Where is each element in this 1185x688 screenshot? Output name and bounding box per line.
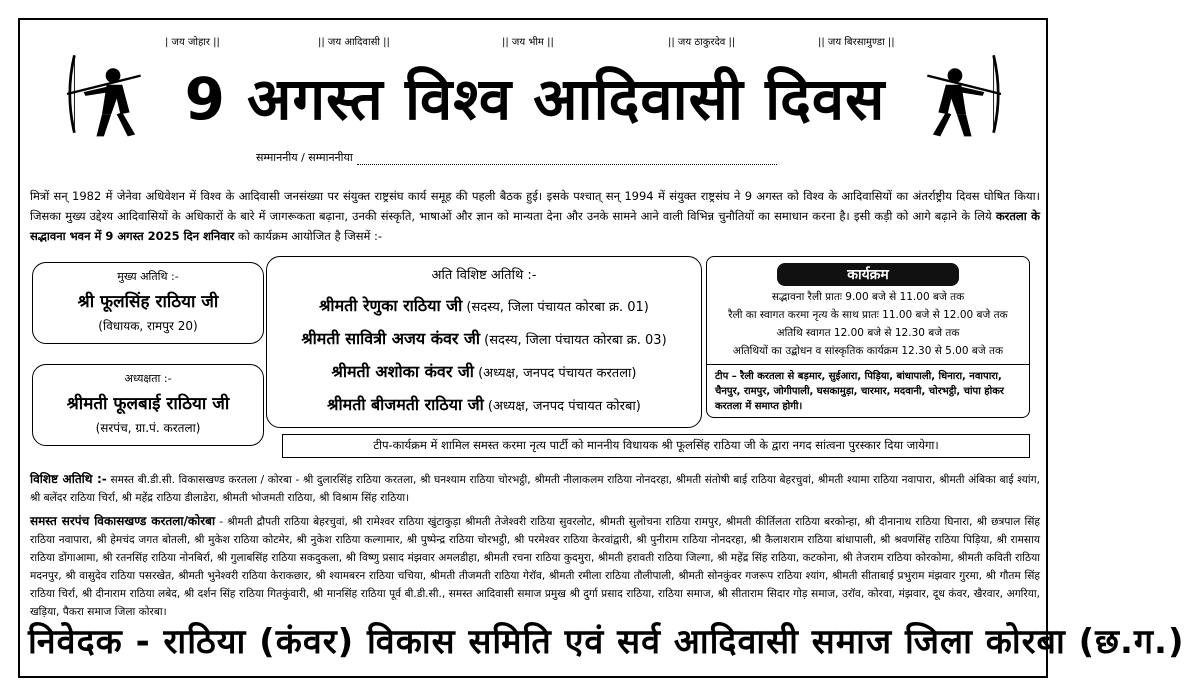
intro-text-end: को कार्यक्रम आयोजित है जिसमें :- — [238, 229, 383, 243]
intro-text: मित्रों सन् 1982 में जेनेवा अधिवेशन में विश्व के आदिवासी जनसंख्या पर संयुक्त राष्ट्रसंघ कार्य समूह की पहली बैठक हुई। इसके पश्चात् सन् 1994 में संयुक्त राष्ट्रसंघ ने 9 अगस्त को विश्व के आदिवासियों का अंतर्राष्ट्रीय दिवस घोषित किया। जिसका मुख्य उद्देश्य आदिवासियों के अधिकारों के बारे में जागरूकता बढ़ाना, उनकी संस्कृति, भाषाओं और ज्ञान को मान्यता देना और उनके सामने आने वाली विभिन्न चुनौतियों का समाधान करना है। इसी कड़ी को आगे बढ़ाने के लिये — [30, 189, 1040, 223]
program-line: अतिथि स्वागत 12.00 बजे से 12.30 बजे तक — [776, 327, 960, 339]
sarpanch-paragraph — [30, 512, 1040, 621]
program-heading: कार्यक्रम — [777, 263, 959, 286]
sarpanch-text: - श्रीमती द्रौपती राठिया बेहरचुवां, श्री रामेश्वर राठिया खुंटाकुड़ा श्रीमती तेजेश्वरी राठिया सुवरलोट, श्रीमती सुलोचना राठिया रामपुर, श्रीमती कीर्तिलता राठिया बरकोन्हा, श्री दीनानाथ राठिया घिनारा, श्री छत्रपाल सिंह राठिया नवापारा, श्री हेमचंद जगत बोतली, श्री मुकेश राठिया कोटमेर, श्री नुकेश राठिया कल्गामार, श्री पुष्पेन्द्र राठिया चोरभट्ठी, श्री परमेश्वर राठिया केरवांद्वारी, श्री पुनीराम राठिया नोनदरहा, श्री कैलाशराम राठिया बांधापाली, श्री श्रवणसिंह राठिया पिड़िया, श्री रामसाय राठिया डोंगाआमा, श्री रतनसिंह राठिया नोनबिर्रा, श्री गुलाबसिंह राठिया सकदुकला, श्री विष्णु प्रसाद मंझवार अमलडीहा, श्रीमती रचना राठिया कुदमुरा, श्रीमती हरावती राठिया जिल्गा, श्री महेंद्र सिंह राठिया, कटकोना, श्री तेजराम राठिया कोरकोमा, श्रीमती कविती राठिया मदनपुर, श्री वासुदेव राठिया पसरखेत, श्रीमती भुनेश्वरी राठिया केराकछार, श्री श्यामबरन राठिया चचिया, श्रीमती तीजमती राठिया गेरॉव, श्रीमती रमीला राठिया तौलीपाली, श्रीमती सोनकुंवर गजरूप राठिया श्यांग, श्रीमती सीताबाई प्रभुराम मंझवार गुरमा, श्री गौतम सिंह राठिया चिर्रा, श्री दीनाराम राठिया लबेद, श्री दर्शन सिंह राठिया गितकुंवारी, श्री मानसिंह राठिया पूर्व बी.डी.सी., समस्त आदिवासी समाज प्रमुख श्री दुर्गा प्रसाद राठिया, राठिया समाज, श्री सीताराम सिदार गोड़ समाज, उरॉव, कोरवा, मंझवार, दूध कंवर, खैरवार, अगरिया, खड़िया, पैकरा समाज जिला कोरबा। — [30, 516, 1040, 618]
slogan-row — [0, 34, 1068, 50]
vip-guest-role: (सदस्य, जिला पंचायत कोरबा क्र. 01) — [466, 300, 649, 315]
sarpanch-label: समस्त सरपंच विकासखण्ड करतला/कोरबा — [30, 514, 216, 528]
vip-guest-role: (अध्यक्ष, जनपद पंचायत करतला) — [478, 366, 637, 381]
page-title: 9 अगस्त विश्व आदिवासी दिवस — [184, 65, 886, 133]
vip-guest — [267, 327, 701, 349]
special-guests-text: समस्त बी.डी.सी. विकासखण्ड करतला / कोरबा - श्री दुलारसिंह राठिया करतला, श्री घनश्याम राठिया चोरभट्ठी, श्रीमती नीलाकलम राठिया नोनदरहा, श्रीमती संतोषी बाई राठिया बेहरचुवां, श्रीमती श्यामा राठिया नवापारा, श्रीमती अंबिका बाई श्यांग, श्री बलेंदर राठिया चिर्रा, श्री महेंद्र राठिया डीलाडेरा, श्रीमती भोजमती राठिया, श्री विश्राम सिंह राठिया। — [30, 474, 1040, 504]
special-guests-label: विशिष्ट अतिथि :- — [30, 472, 107, 486]
vip-guest — [267, 360, 701, 382]
footer-organizer: निवेदक - राठिया (कंवर) विकास समिति एवं सर्व आदिवासी समाज जिला कोरबा (छ.ग.) — [28, 622, 1185, 662]
vip-guest-name: श्रीमती अशोका कंवर जी — [331, 362, 474, 381]
presidency-name: श्रीमती फूलबाई राठिया जी — [66, 394, 230, 414]
slogan: || जय आदिवासी || — [318, 37, 390, 48]
vip-guests-box — [266, 256, 702, 428]
presidency-role: (सरपंच, ग्रा.पं. करतला) — [95, 421, 201, 435]
intro-highlight: करतला के सद्भावना भवन में 9 अगस्त 2025 दिन शनिवार — [30, 209, 1040, 243]
vip-heading: अति विशिष्ट अतिथि :- — [431, 268, 537, 283]
program-line: रैली का स्वागत करमा नृत्य के साथ प्रातः 11.00 बजे से 12.00 बजे तक — [728, 309, 1008, 321]
intro-paragraph — [30, 186, 1040, 246]
slogan: || जय बिरसामुण्डा || — [818, 37, 895, 48]
rally-route-note: टीप – रैली करतला से बड़मार, सुईआरा, पिड़िया, बांधापाली, धिनारा, नवापारा, चैनपुर, रामपुर, जोगीपाली, घसकामुड़ा, चारमार, मदवानी, चोरभट्ठी, चांपा होकर करतला में समाप्त होगी। — [715, 371, 1004, 412]
program-box — [706, 256, 1030, 418]
vip-guest-name: श्रीमती सावित्री अजय कंवर जी — [301, 329, 481, 348]
vip-guest — [267, 294, 701, 316]
chief-guest-name: श्री फूलसिंह राठिया जी — [77, 292, 219, 312]
vip-guest-role: (अध्यक्ष, जनपद पंचायत कोरबा) — [487, 399, 641, 414]
chief-guest-label: मुख्य अतिथि :- — [117, 270, 179, 283]
salutation-dots — [357, 164, 777, 165]
salutation-line — [256, 150, 836, 165]
slogan: || जय ठाकुरदेव || — [668, 37, 736, 48]
slogan: || जय भीम || — [502, 37, 554, 48]
archer-icon — [56, 48, 148, 140]
archer-icon — [920, 48, 1012, 140]
chief-guest-role: (विधायक, रामपुर 20) — [98, 319, 198, 333]
vip-guest-name: श्रीमती बीजमती राठिया जी — [327, 395, 484, 414]
chief-guest-box — [32, 262, 264, 344]
slogan: | जय जोहार || — [165, 37, 220, 48]
prize-note: टीप-कार्यक्रम में शामिल समस्त करमा नृत्य पार्टी को माननीय विधायक श्री फूलसिंह राठिया जी के द्वारा नगद सांत्वना पुरस्कार दिया जायेगा। — [282, 434, 1030, 458]
vip-guest-role: (सदस्य, जिला पंचायत कोरबा क्र. 03) — [484, 333, 667, 348]
vip-guest — [267, 393, 701, 415]
program-line: अतिथियों का उद्बोधन व सांस्कृतिक कार्यक्रम 12.30 से 5.00 बजे तक — [732, 345, 1004, 357]
vip-guest-name: श्रीमती रेणुका राठिया जी — [319, 296, 463, 315]
salutation-label: सम्माननीय / सम्माननीया — [256, 151, 353, 164]
presidency-label: अध्यक्षता :- — [124, 372, 172, 385]
program-line: सद्भावना रैली प्रातः 9.00 बजे से 11.00 बजे तक — [771, 291, 965, 303]
special-guests-paragraph — [30, 470, 1040, 507]
presidency-box — [32, 364, 264, 446]
